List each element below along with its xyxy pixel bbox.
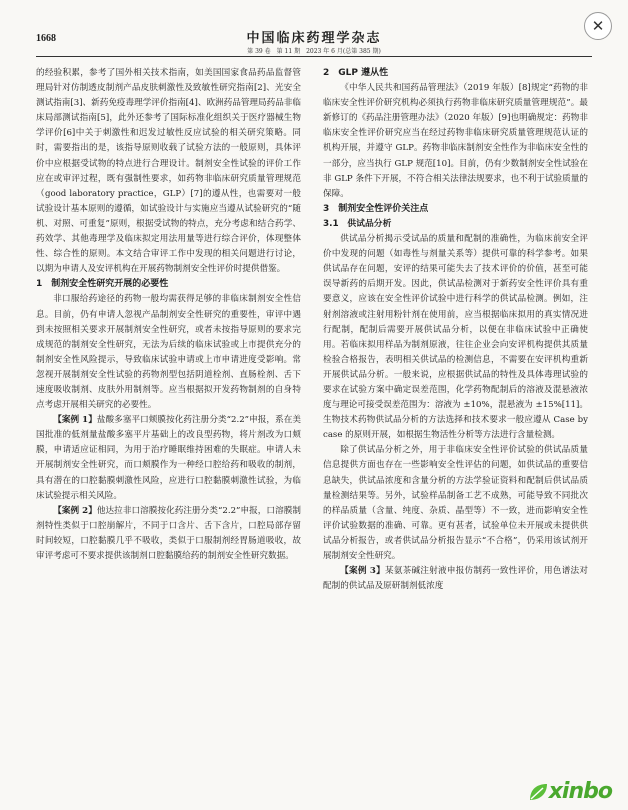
case-2-text: 他达拉非口溶膜按化药注册分类“2.2”申报，口溶膜制剂特性类似于口腔崩解片，不同于口含片、舌下含片，口腔局部存留时间较短，口腔黏膜几乎不吸收，类似于口服制剂经胃肠道吸收，故审评考虑可不要求提供该制剂口腔黏膜给药的制剂安全性研究数据。 <box>36 505 301 561</box>
intro-paragraph: 的经验积累，参考了国外相关技术指南，如美国国家食品药品监督管理局针对仿制透皮制剂产品皮肤刺激性及致敏性研究指南[2]、光安全测试指南[3]、新药免疫毒理学评价指南[4]、欧洲药品管理局药品非临床局部测试指南[5]，此外还参考了国际标准化组织关于医疗器械生物学评价[6]中关于刺激性和迟发过敏性反应试验的相关研究策略。同时，需要指出的是，该指导原则收载了试验方法的一般原则，具体评价中应根据受试物的特点进行合理设计。制剂安全性试验的评价工作应在或审评过程，既有强制性要求，如药物非临床研究质量管理规范（good laboratory practice，GLP）[7]的遵从性，也需要对一般试验设计基本原则的遵循，如试验设计与实施应当遵从试验研究的“随机、对照、可重复”原则，根据受试物的特点，充分考虑和结合药学、药效学、其他毒理学及临床拟定用法用量等进行综合评价，体现整体性、综合性的原则。本文结合审评工作中发现的相关问题进行讨论，以期为申请人及安评机构在开展药物制剂安全性评价时提供借鉴。 <box>36 68 301 275</box>
journal-title: 中国临床药理学杂志 <box>246 31 382 46</box>
right-column <box>323 66 588 796</box>
section-3-heading: 3 制剂安全性评价关注点 <box>323 203 429 214</box>
green-leaf-icon <box>527 781 549 803</box>
case-3-label: 【案例 3】 <box>340 566 385 577</box>
case-1-paragraph <box>36 413 301 504</box>
page-number: 1668 <box>36 33 56 44</box>
subsection-3-1-paragraph-2: 除了供试品分析之外，用于非临床安全性评价试验的供试品质量信息提供方面也存在一些影响安全性评估的问题，如供试品的重要信息缺失，供试品浓度和含量分析的方法学验证资料和配制后供试品质量检测结果等。另外，试验样品制备工艺不成熟，可能导致不同批次的样品质量（含量、纯度、杂质、晶型等）不一致，进而影响安全性评价试验数据的准确、可靠。更有甚者，试验单位未开展或未提供供试品分析报告，或者供试品分析报告显示“不合格”，仍采用该试剂开展制剂安全性研究。 <box>323 445 588 561</box>
section-1-heading: 1 制剂安全性研究开展的必要性 <box>36 279 169 290</box>
section-2-paragraph: 《中华人民共和国药品管理法》（2019 年版）[8]规定“药物的非临床安全性评价研究机构必须执行药物非临床研究质量管理规范”。最新修订的《药品注册管理办法》（2020 年版）[9]也明确规定：药物非临床安全性评价研究应当在经过药物非临床研究质量管理规范认证的机构开展，并遵守 GLP。药物非临床制剂安全性作为非临床安全性的一部分，应当执行 GLP 规范[10]。目前，仍有少数制剂安全性试验在非 GLP 条件下开展，不符合相关法律法规要求，也不利于试验质量的保障。 <box>323 83 588 199</box>
subsection-3-1-heading: 3.1 供试品分析 <box>323 218 392 229</box>
close-button[interactable] <box>584 12 612 40</box>
xinbo-watermark <box>527 779 612 804</box>
case-1-text: 盐酸多塞平口颊膜按化药注册分类“2.2”申报，系在美国批准的低剂量盐酸多塞平片基础上的改良型药物，将片剂改为口颊膜，申请适应证相同，为用于治疗睡眠维持困难的失眠症。申请人未开展制剂安全性研究，而口颊膜作为一种经口腔给药和吸收的制剂，具有潜在的口腔黏膜刺激性风险，应进行口腔黏膜刺激性试验，为临床试验提示相关风险。 <box>36 415 301 501</box>
case-2-label: 【案例 2】 <box>53 505 97 516</box>
case-2-paragraph <box>36 504 301 564</box>
watermark-brand: xinbo <box>548 779 612 804</box>
close-icon: ✕ <box>591 17 605 35</box>
subsection-3-1-paragraph-1: 供试品分析揭示受试品的质量和配制的准确性，为临床前安全评价中发现的问题（如毒性与剂量关系等）提供可靠的科学参考。如果供试品存在问题，安评的结果可能失去了技术评价的价值，甚至可能误导新药的后期开发。因此，供试品检测对于新药安全性评价具有重要意义，应该在安全性评价试验中进行科学的供试品检测。例如，注射剂溶液或注射用粉针剂在使用前，应当根据临床拟用的真实情况进行配制，配制后需要开展供试品分析，以便在非临床试验中正确使用。若临床拟用样品为制剂原液，往往企业会向安评机构提供其质量检验合格报告，表明相关供试品的检测信息，不需要在安评机构重新开展供试品分析。一般来说，应根据供试品的特性及具体毒理试验的要求在试验方案中确定误差范围，化学药物配制后的溶液及混悬液浓度与理论可接受误差范围为：溶液为 ±10%，混悬液为 ±15%[11]。生物技术药物供试品分析的方法选择和技术要求一般应遵从 Case by case 的原则开展，如根据生物活性分析等方法进行含量检测。 <box>323 234 588 441</box>
case-3-paragraph <box>323 564 588 594</box>
issue-info: 第 39 卷 第 11 期 2023 年 6 月(总第 385 期) <box>247 48 381 55</box>
case-3-text: 某氨茶碱注射液申报仿制药一致性评价，用色谱法对配制的供试品及原研制剂低浓度 <box>323 566 588 592</box>
left-column <box>36 66 301 796</box>
section-1-paragraph: 非口服给药途径的药物一般均需获得足够的非临床制剂安全性信息。目前，仍有申请人忽视产品制剂安全性研究的重要性，审评中遇到未按照相关要求开展制剂安全性研究，或者未按指导原则的要求完成规范的制剂安全性研究，无法为后续的临床试验或上市提供充分的制剂安全性风险提示，导致临床试验申请或上市申请进度受影响。常忽视开展制剂安全性试验的药物剂型包括阴道栓剂、直肠栓剂、舌下速度吸收制剂、皮肤外用制剂等。应当根据拟开发药物制剂的自身特点考虑开展相关研究的必要性。 <box>36 294 301 411</box>
section-2-heading: 2 GLP 遵从性 <box>323 68 389 78</box>
header-rule <box>36 56 592 57</box>
case-1-label: 【案例 1】 <box>53 415 97 426</box>
